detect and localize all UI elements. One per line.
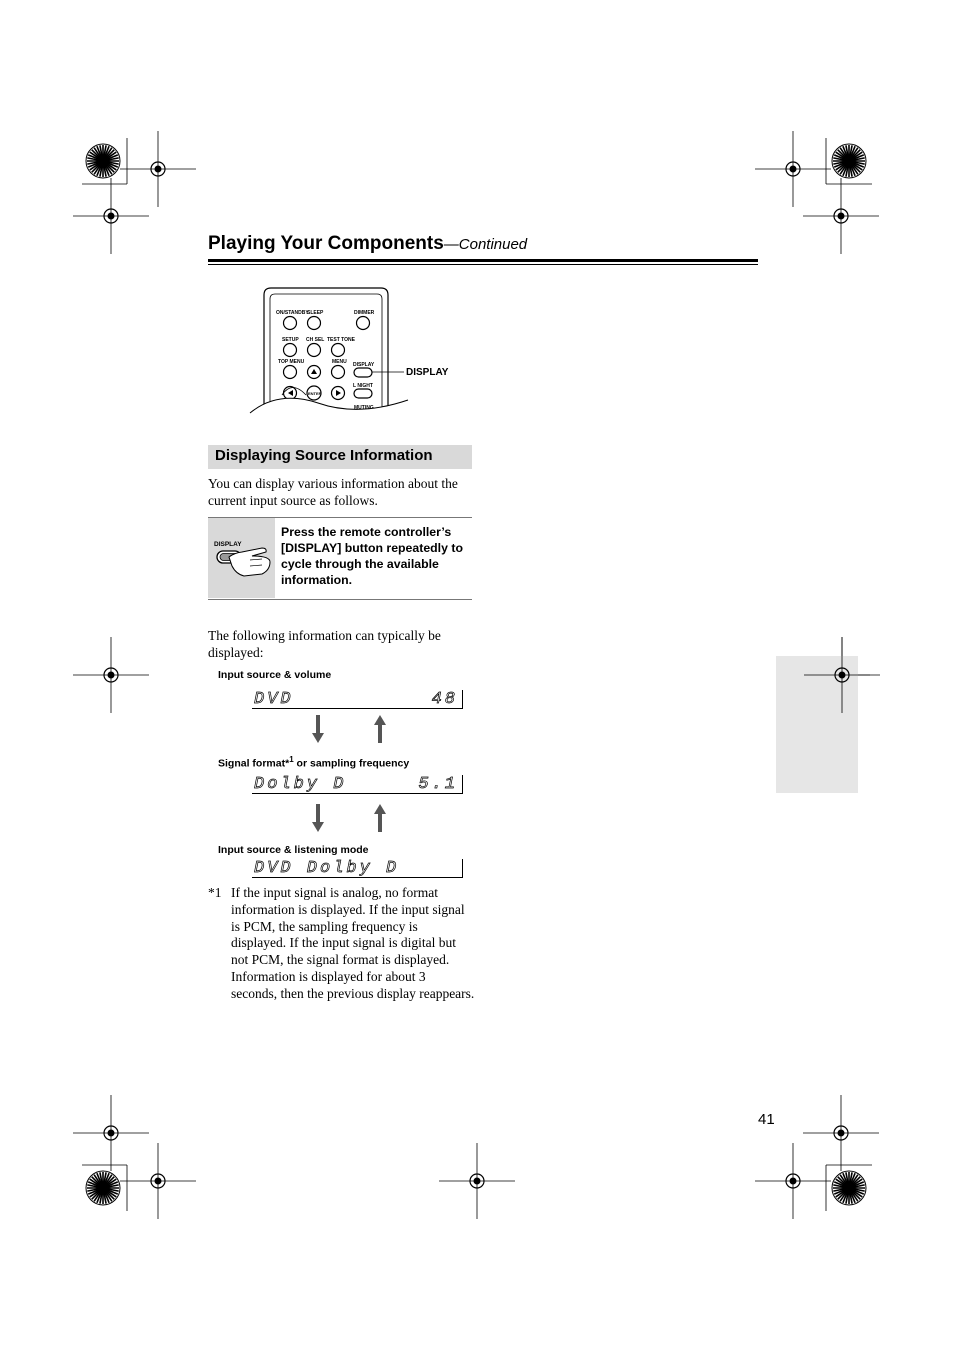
remote-label-dimmer: DIMMER — [354, 310, 375, 316]
remote-lnight-button — [354, 389, 372, 398]
instruction-text: Press the remote controller’s [DISPLAY] button repeatedly to cycle through the available information. — [281, 525, 463, 587]
lcd-1-right: 48 — [431, 690, 458, 709]
step-icon-label: DISPLAY — [214, 541, 242, 548]
remote-label-muting: MUTING — [354, 405, 374, 411]
remote-dimmer-button — [357, 317, 370, 330]
remote-topmenu-button — [284, 366, 297, 379]
section-intro: You can display various information about the current input source as follows. — [208, 476, 458, 508]
lcd-display-2 — [252, 775, 463, 794]
remote-chsel-button — [308, 344, 321, 357]
display-callout-label: DISPLAY — [406, 367, 449, 378]
display-button-hand-icon — [212, 536, 274, 580]
display-label-1: Input source & volume — [218, 669, 332, 681]
display-label-2 — [218, 755, 409, 770]
lcd-1-left: DVD — [254, 690, 294, 709]
footnote-mark: *1 — [208, 885, 222, 900]
remote-setup-button — [284, 344, 297, 357]
lcd-2-right: 5.1 — [418, 775, 458, 794]
remote-label-setup: SETUP — [282, 337, 299, 343]
remote-label-testtone: TEST TONE — [327, 337, 355, 343]
remote-label-sleep: SLEEP — [307, 310, 324, 316]
up-arrow-icon — [374, 715, 386, 725]
header-rule — [208, 259, 758, 262]
page-number: 41 — [758, 1111, 775, 1128]
remote-label-chsel: CH SEL — [306, 337, 325, 343]
lcd-2-left: Dolby D — [254, 775, 347, 794]
remote-label-enter: ENTER — [308, 391, 322, 396]
footnote-text: If the input signal is analog, no format information is displayed. If the input signal is PCM, the sampling frequency is displayed. If the input signal is digital but not PCM, the signal format is displayed. Information is displayed for about 3 seconds, then the previous display reappears. — [231, 885, 475, 1001]
crop-mark-overlay — [800, 635, 880, 715]
section-title: Displaying Source Information — [215, 447, 433, 464]
remote-display-button — [354, 368, 372, 377]
up-arrow-icon — [374, 804, 386, 814]
display-label-2-rest: or sampling frequency — [293, 757, 410, 770]
remote-label-display: DISPLAY — [353, 362, 375, 368]
remote-label-onstandby: ON/STANDBY — [276, 310, 309, 316]
cycle-arrows-2 — [308, 802, 390, 834]
remote-illustration — [248, 285, 418, 415]
display-label-2-main: Signal format* — [218, 757, 290, 770]
info-intro: The following information can typically be displayed: — [208, 628, 441, 660]
remote-label-menu: MENU — [332, 359, 347, 365]
display-label-3: Input source & listening mode — [218, 844, 369, 856]
remote-sleep-button — [308, 317, 321, 330]
header-title: Playing Your Components — [208, 233, 444, 254]
display-label-2-sup: 1 — [289, 755, 294, 764]
down-arrow-icon — [312, 733, 324, 743]
lcd-display-1 — [252, 690, 463, 709]
header-rule-thin — [208, 264, 758, 265]
remote-onstandby-button — [284, 317, 297, 330]
lcd-display-3 — [252, 859, 463, 878]
remote-menu-button — [332, 366, 345, 379]
header-continued: —Continued — [443, 236, 528, 253]
page-header — [208, 233, 527, 255]
cycle-arrows-1 — [308, 713, 390, 745]
remote-label-lnight: L NIGHT — [353, 383, 373, 389]
remote-testtone-button — [332, 344, 345, 357]
remote-label-topmenu: TOP MENU — [278, 359, 305, 365]
down-arrow-icon — [312, 822, 324, 832]
lcd-3-left: DVD Dolby D — [254, 859, 400, 878]
